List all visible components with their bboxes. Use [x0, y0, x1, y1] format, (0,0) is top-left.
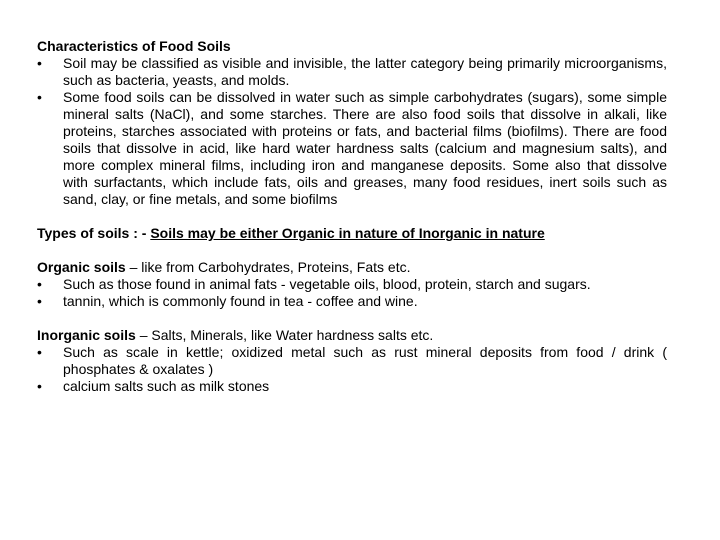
bullet-icon: • [37, 55, 42, 71]
types-of-soils [37, 225, 667, 242]
inorganic-bullet-1: Such as scale in kettle; oxidized metal such as rust mineral deposits from food / drink ( phosphates & oxalates ) [63, 344, 667, 377]
list-item [37, 89, 667, 208]
list-item [37, 276, 667, 293]
inorganic-intro: – Salts, Minerals, like Water hardness salts etc. [135, 327, 434, 343]
organic-list [37, 276, 667, 310]
bullet-icon: • [37, 276, 42, 292]
inorganic-title [37, 327, 667, 344]
organic-title [37, 259, 667, 276]
inorganic-list [37, 344, 667, 395]
inorganic-bullet-2: calcium salts such as milk stones [63, 378, 270, 394]
bullet-icon: • [37, 293, 42, 309]
bullet-icon: • [37, 378, 42, 394]
list-item [37, 344, 667, 378]
list-item [37, 293, 667, 310]
characteristics-title-text: Characteristics of Food Soils [37, 38, 231, 54]
characteristics-bullet-2: Some food soils can be dissolved in water such as simple carbohydrates (sugars), some simple mineral salts (NaCl), and some starches. There are also food soils that dissolve in alkali, like proteins, starches associated with proteins or fats, and bacterial films (biofilms). There are food soils that dissolve in acid, like hard water hardness salts (calcium and magnesium salts), and more complex mineral films, including iron and manganese deposits. Some also that dissolve with surfactants, which include fats, oils and greases, many food residues, inert soils such as sand, clay, or fine metals, and some biofilms [63, 89, 667, 207]
characteristics-list [37, 55, 667, 208]
inorganic-heading: Inorganic soils [37, 327, 136, 343]
list-item [37, 55, 667, 89]
organic-bullet-1: Such as those found in animal fats - vegetable oils, blood, protein, starch and sugars. [63, 276, 591, 292]
organic-heading: Organic soils [37, 259, 126, 275]
bullet-icon: • [37, 89, 42, 105]
characteristics-title [37, 38, 667, 55]
document-page [37, 38, 667, 395]
organic-intro: – like from Carbohydrates, Proteins, Fats etc. [125, 259, 411, 275]
list-item [37, 378, 667, 395]
bullet-icon: • [37, 344, 42, 360]
organic-bullet-2: tannin, which is commonly found in tea - coffee and wine. [63, 293, 418, 309]
types-label: Types of soils : - [37, 225, 151, 241]
characteristics-bullet-1: Soil may be classified as visible and invisible, the latter category being primarily microorganisms, such as bacteria, yeasts, and molds. [63, 55, 667, 88]
types-text: Soils may be either Organic in nature of Inorganic in nature [150, 225, 545, 241]
